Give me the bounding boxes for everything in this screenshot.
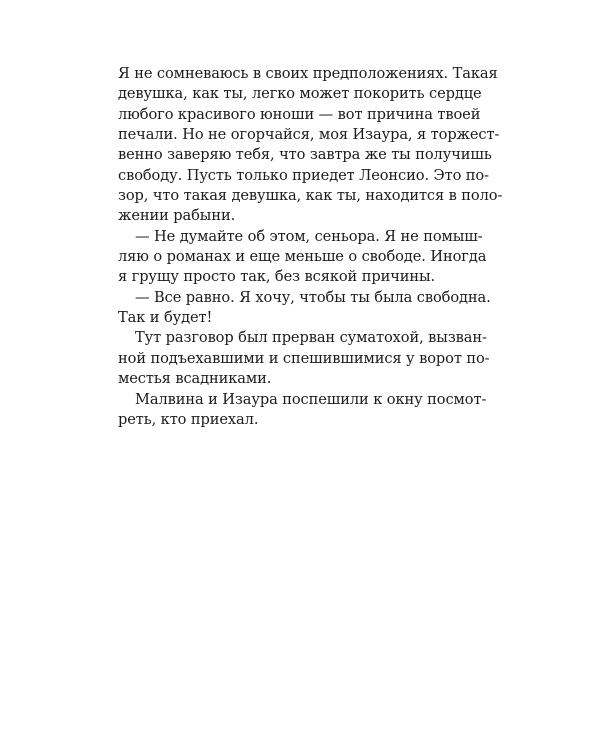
text-line: реть, кто приехал.: [118, 410, 259, 428]
text-line: печали. Но не огорчайся, моя Изаура, я торжест-: [118, 126, 500, 144]
text-line: местья всадниками.: [118, 370, 272, 388]
text-line: ляю о романах и еще меньше о свободе. Иногда: [118, 248, 487, 266]
text-line: я грущу просто так, без всякой причины.: [118, 268, 436, 286]
text-line: Тут разговор был прерван суматохой, вызван-: [135, 329, 487, 347]
text-line: — Не думайте об этом, сеньора. Я не помыш-: [135, 227, 483, 245]
text-line: зор, что такая девушка, как ты, находится в поло-: [118, 187, 503, 205]
text-line: девушка, как ты, легко может покорить сердце: [118, 85, 482, 103]
text-line: венно заверяю тебя, что завтра же ты получишь: [118, 146, 492, 164]
text-line: — Все равно. Я хочу, чтобы ты была свободна.: [135, 288, 491, 306]
text-line: Малвина и Изаура поспешили к окну посмот-: [135, 390, 487, 408]
text-line: любого красивого юноши — вот причина твоей: [118, 105, 481, 123]
text-line: свободу. Пусть только приедет Леонсио. Это по-: [118, 166, 489, 184]
text-line: жении рабыни.: [118, 207, 236, 225]
body-text: [118, 64, 503, 430]
text-line: Я не сомневаюсь в своих предположениях. Такая: [118, 65, 498, 82]
text-line: ной подъехавшими и спешившимися у ворот по-: [118, 349, 490, 367]
text-line: Так и будет!: [118, 309, 213, 327]
